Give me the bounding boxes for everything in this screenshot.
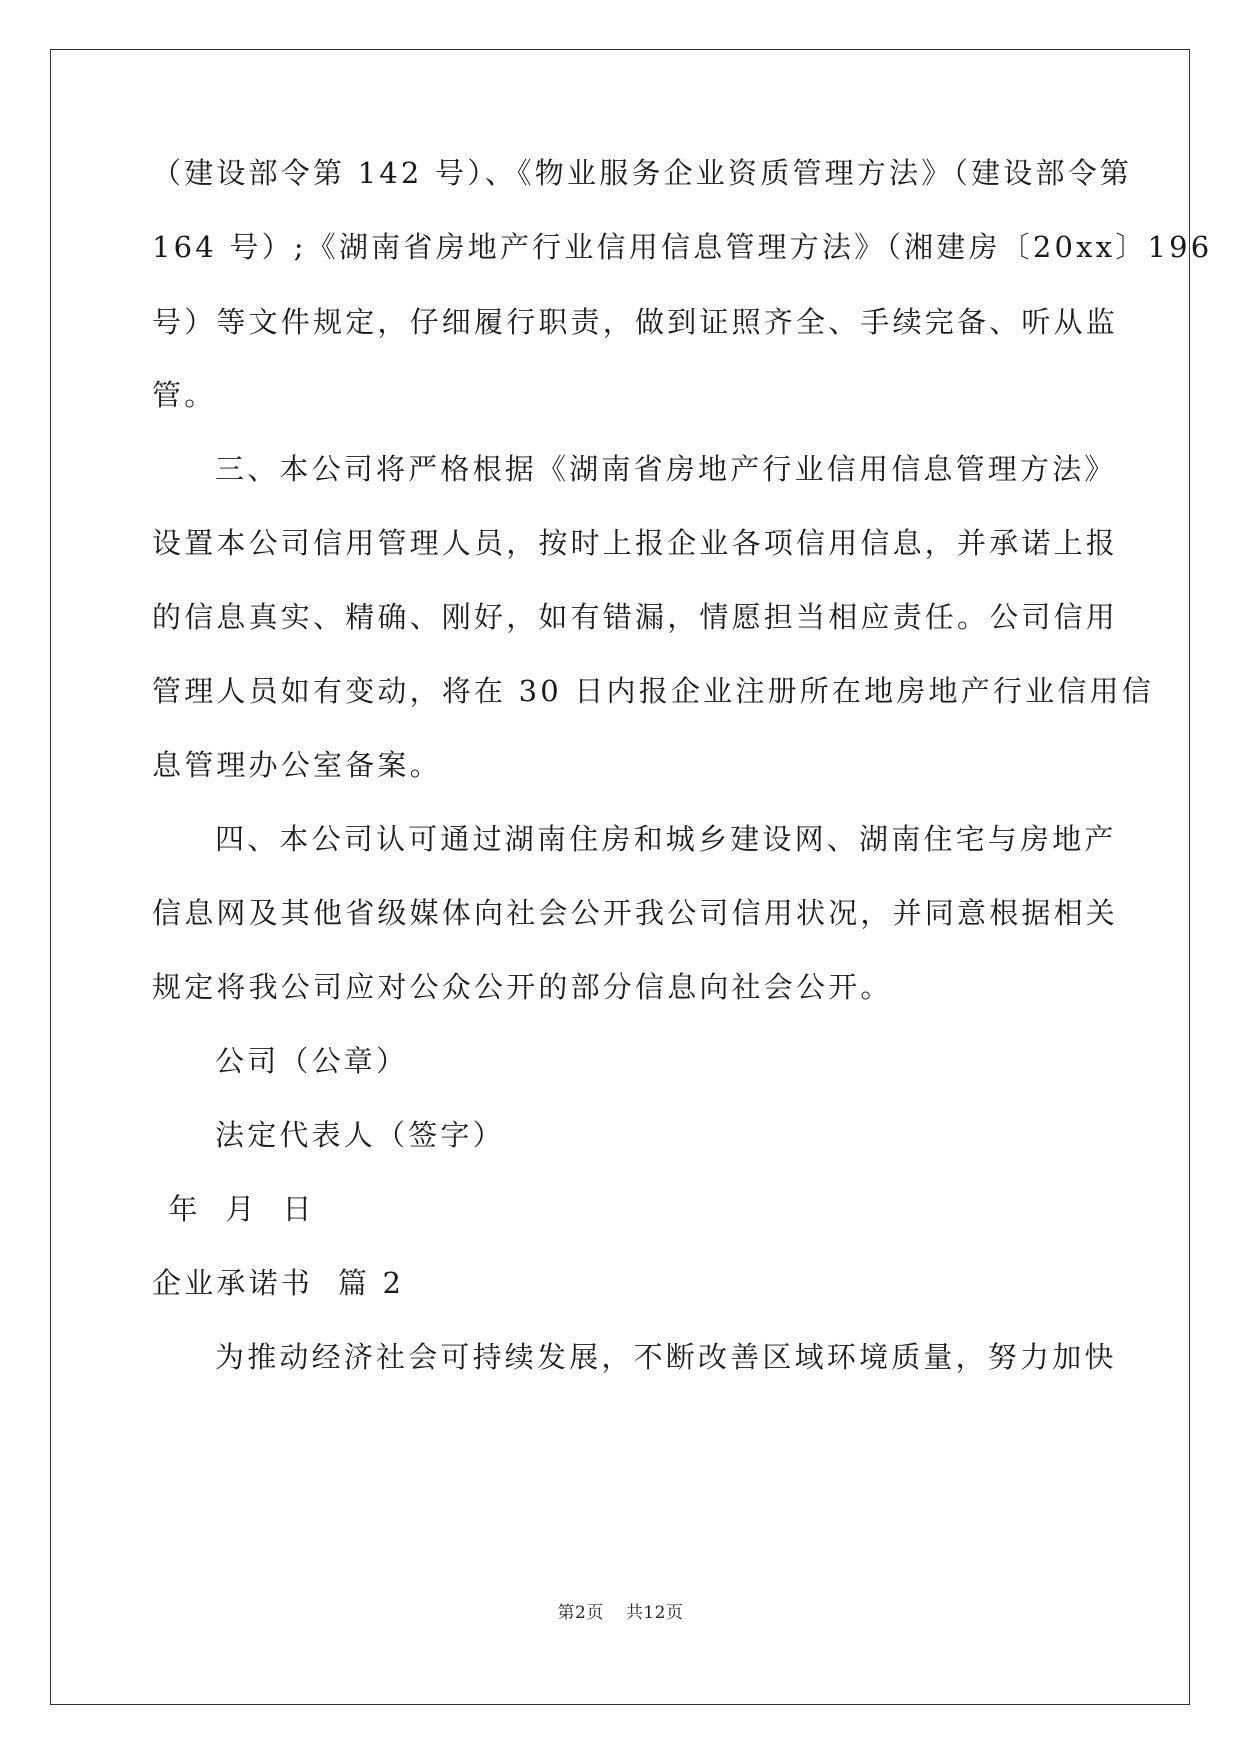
text-line: 息管理办公室备案。 [152,748,442,782]
text-line: 管。 [152,378,217,412]
text-line: 的信息真实、精确、刚好，如有错漏，情愿担当相应责任。公司信用 [152,600,1119,634]
paragraph-start: 为推动经济社会可持续发展，不断改善区域环境质量，努力加快 [215,1340,1117,1374]
page-number-total: 共12页 [625,1603,684,1623]
text-line: （建设部令第 142 号）、《物业服务企业资质管理方法》（建设部令第 [152,156,1133,190]
paragraph-start: 四、本公司认可通过湖南住房和城乡建设网、湖南住宅与房地产 [215,822,1117,856]
text-line: 规定将我公司应对公众公开的部分信息向社会公开。 [152,970,893,1004]
text-line: 管理人员如有变动，将在 30 日内报企业注册所在地房地产行业信用信 [152,674,1154,708]
paragraph-start: 三、本公司将严格根据《湖南省房地产行业信用信息管理方法》 [215,452,1117,486]
section-heading: 企业承诺书 篇 2 [152,1266,405,1300]
text-line: 号）等文件规定，仔细履行职责，做到证照齐全、手续完备、听从监 [152,305,1119,339]
text-line: 164 号）;《湖南省房地产行业信用信息管理方法》（湘建房〔20xx〕196 [152,230,1213,264]
page-border [50,49,1190,1705]
page-number-current: 第2页 [557,1603,604,1623]
text-line: 设置本公司信用管理人员，按时上报企业各项信用信息，并承诺上报 [152,526,1119,560]
legal-rep-signature-line: 法定代表人（签字） [215,1118,505,1152]
date-line: 年 月 日 [156,1192,315,1226]
page-footer [0,1598,1241,1623]
company-seal-line: 公司（公章） [215,1044,409,1078]
text-line: 信息网及其他省级媒体向社会公开我公司信用状况，并同意根据相关 [152,896,1119,930]
